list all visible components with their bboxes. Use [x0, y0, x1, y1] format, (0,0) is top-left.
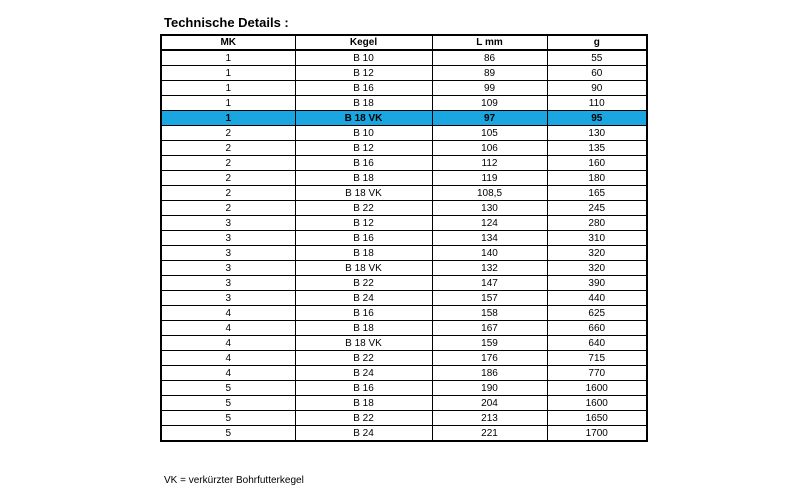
cell-kegel: B 12: [295, 66, 432, 81]
table-row-highlighted: [161, 111, 647, 126]
cell-kegel: B 18: [295, 171, 432, 186]
table-row: [161, 366, 647, 381]
cell-weight: 310: [547, 231, 647, 246]
cell-length: 124: [432, 216, 547, 231]
cell-mk: 4: [161, 306, 295, 321]
cell-length: 97: [432, 111, 547, 126]
cell-mk: 4: [161, 321, 295, 336]
cell-mk: 1: [161, 66, 295, 81]
cell-kegel: B 18: [295, 321, 432, 336]
cell-weight: 245: [547, 201, 647, 216]
column-header-length: L mm: [432, 35, 547, 50]
cell-kegel: B 10: [295, 50, 432, 66]
cell-length: 204: [432, 396, 547, 411]
cell-kegel: B 22: [295, 411, 432, 426]
cell-kegel: B 18: [295, 96, 432, 111]
cell-weight: 640: [547, 336, 647, 351]
cell-weight: 320: [547, 246, 647, 261]
cell-length: 132: [432, 261, 547, 276]
cell-length: 119: [432, 171, 547, 186]
cell-mk: 4: [161, 336, 295, 351]
table-row: [161, 231, 647, 246]
cell-kegel: B 22: [295, 201, 432, 216]
table-row: [161, 186, 647, 201]
cell-kegel: B 16: [295, 231, 432, 246]
cell-length: 112: [432, 156, 547, 171]
cell-mk: 3: [161, 261, 295, 276]
cell-kegel: B 18 VK: [295, 336, 432, 351]
cell-mk: 4: [161, 351, 295, 366]
table-row: [161, 351, 647, 366]
cell-length: 167: [432, 321, 547, 336]
cell-length: 86: [432, 50, 547, 66]
cell-mk: 2: [161, 201, 295, 216]
cell-kegel: B 10: [295, 126, 432, 141]
cell-kegel: B 16: [295, 156, 432, 171]
cell-weight: 55: [547, 50, 647, 66]
cell-mk: 2: [161, 126, 295, 141]
cell-weight: 625: [547, 306, 647, 321]
table-row: [161, 156, 647, 171]
cell-kegel: B 22: [295, 351, 432, 366]
cell-mk: 2: [161, 141, 295, 156]
cell-weight: 110: [547, 96, 647, 111]
table-row: [161, 171, 647, 186]
cell-kegel: B 24: [295, 426, 432, 442]
cell-length: 176: [432, 351, 547, 366]
cell-kegel: B 16: [295, 81, 432, 96]
cell-kegel: B 24: [295, 366, 432, 381]
column-header-weight: g: [547, 35, 647, 50]
table-row: [161, 396, 647, 411]
cell-weight: 715: [547, 351, 647, 366]
cell-mk: 3: [161, 276, 295, 291]
cell-weight: 180: [547, 171, 647, 186]
page-title: Technische Details :: [164, 15, 289, 30]
table-row: [161, 66, 647, 81]
cell-mk: 2: [161, 171, 295, 186]
table-row: [161, 216, 647, 231]
cell-mk: 4: [161, 366, 295, 381]
table-row: [161, 381, 647, 396]
cell-kegel: B 12: [295, 141, 432, 156]
table-row: [161, 291, 647, 306]
cell-weight: 95: [547, 111, 647, 126]
table-row: [161, 50, 647, 66]
cell-kegel: B 18 VK: [295, 111, 432, 126]
table-row: [161, 306, 647, 321]
cell-mk: 5: [161, 381, 295, 396]
cell-weight: 320: [547, 261, 647, 276]
cell-length: 186: [432, 366, 547, 381]
cell-kegel: B 24: [295, 291, 432, 306]
cell-mk: 3: [161, 246, 295, 261]
table-row: [161, 426, 647, 442]
technical-details-table: [160, 34, 648, 442]
cell-weight: 60: [547, 66, 647, 81]
cell-length: 109: [432, 96, 547, 111]
table-row: [161, 96, 647, 111]
cell-mk: 1: [161, 96, 295, 111]
footnote: VK = verkürzter Bohrfutterkegel: [164, 475, 304, 486]
cell-mk: 2: [161, 186, 295, 201]
cell-length: 140: [432, 246, 547, 261]
column-header-mk: MK: [161, 35, 295, 50]
cell-weight: 90: [547, 81, 647, 96]
table-row: [161, 336, 647, 351]
cell-mk: 5: [161, 426, 295, 442]
table-header-row: [161, 35, 647, 50]
cell-weight: 165: [547, 186, 647, 201]
table-row: [161, 81, 647, 96]
cell-mk: 2: [161, 156, 295, 171]
cell-kegel: B 18 VK: [295, 186, 432, 201]
table-row: [161, 411, 647, 426]
cell-length: 213: [432, 411, 547, 426]
cell-weight: 390: [547, 276, 647, 291]
cell-weight: 130: [547, 126, 647, 141]
cell-length: 99: [432, 81, 547, 96]
table-row: [161, 141, 647, 156]
table-row: [161, 201, 647, 216]
cell-weight: 280: [547, 216, 647, 231]
cell-mk: 1: [161, 81, 295, 96]
cell-weight: 1600: [547, 396, 647, 411]
table-row: [161, 261, 647, 276]
cell-mk: 5: [161, 396, 295, 411]
cell-weight: 1600: [547, 381, 647, 396]
cell-kegel: B 18: [295, 246, 432, 261]
cell-weight: 770: [547, 366, 647, 381]
cell-kegel: B 16: [295, 306, 432, 321]
cell-kegel: B 16: [295, 381, 432, 396]
cell-weight: 440: [547, 291, 647, 306]
cell-length: 147: [432, 276, 547, 291]
cell-kegel: B 18 VK: [295, 261, 432, 276]
cell-length: 221: [432, 426, 547, 442]
table-row: [161, 246, 647, 261]
table-row: [161, 321, 647, 336]
cell-weight: 660: [547, 321, 647, 336]
cell-kegel: B 22: [295, 276, 432, 291]
cell-kegel: B 18: [295, 396, 432, 411]
cell-length: 89: [432, 66, 547, 81]
cell-length: 190: [432, 381, 547, 396]
cell-length: 134: [432, 231, 547, 246]
cell-length: 130: [432, 201, 547, 216]
cell-length: 108,5: [432, 186, 547, 201]
cell-weight: 1700: [547, 426, 647, 442]
cell-length: 105: [432, 126, 547, 141]
cell-length: 159: [432, 336, 547, 351]
cell-length: 158: [432, 306, 547, 321]
table-body: [161, 50, 647, 441]
cell-mk: 3: [161, 291, 295, 306]
cell-kegel: B 12: [295, 216, 432, 231]
table-row: [161, 276, 647, 291]
cell-mk: 5: [161, 411, 295, 426]
cell-weight: 135: [547, 141, 647, 156]
cell-weight: 1650: [547, 411, 647, 426]
cell-length: 157: [432, 291, 547, 306]
cell-mk: 1: [161, 50, 295, 66]
column-header-kegel: Kegel: [295, 35, 432, 50]
table-row: [161, 126, 647, 141]
cell-length: 106: [432, 141, 547, 156]
cell-mk: 3: [161, 216, 295, 231]
cell-mk: 3: [161, 231, 295, 246]
cell-weight: 160: [547, 156, 647, 171]
cell-mk: 1: [161, 111, 295, 126]
